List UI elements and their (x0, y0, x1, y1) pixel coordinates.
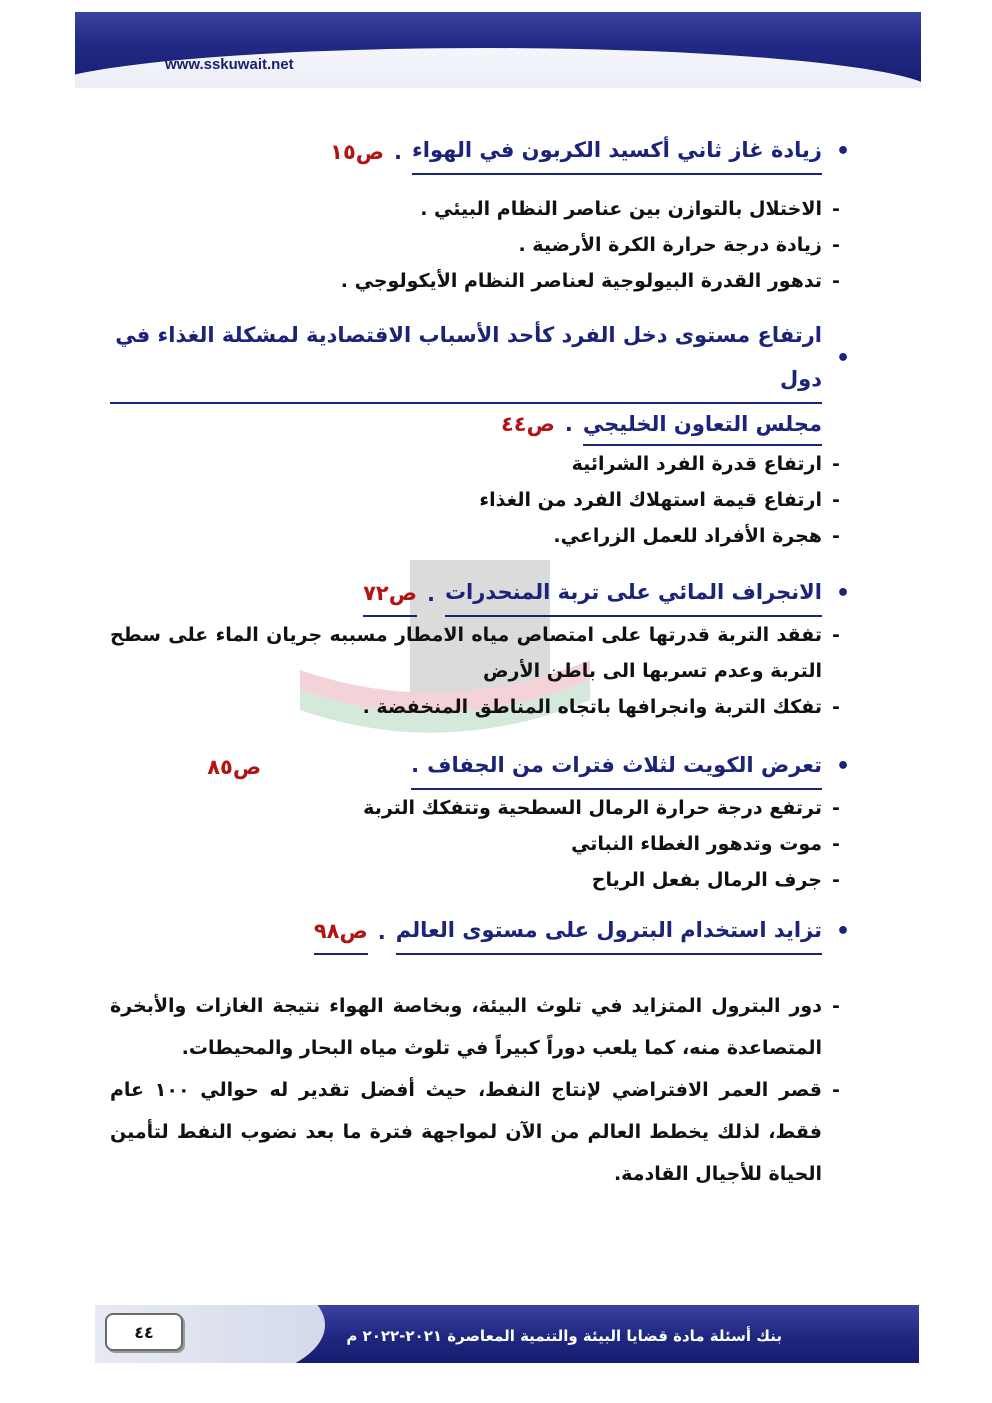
dash-icon: - (832, 234, 840, 256)
question-text: الانجراف المائي على تربة المنحدرات (445, 570, 822, 617)
answer-item: - تدهور القدرة البيولوجية لعناصر النظام الأيكولوجي . (110, 263, 850, 299)
bullet-icon: • (835, 138, 850, 164)
header-banner (75, 12, 921, 88)
question-title-continued: مجلس التعاون الخليجي . ص٤٤ (110, 404, 850, 446)
page-reference: ص٧٢ (363, 571, 417, 617)
dash-icon: - (832, 525, 840, 547)
answer-item: - تفكك التربة وانجرافها باتجاه المناطق المنخفضة . (110, 689, 850, 725)
answer-item: - ارتفاع قدرة الفرد الشرائية (110, 446, 850, 482)
question-text: زيادة غاز ثاني أكسيد الكربون في الهواء (412, 128, 822, 175)
dash-icon: - (832, 489, 840, 511)
answer-item: - ارتفاع قيمة استهلاك الفرد من الغذاء (110, 482, 850, 518)
answer-item: - زيادة درجة حرارة الكرة الأرضية . (110, 227, 850, 263)
dash-icon: - (832, 270, 840, 292)
dash-icon: - (832, 1079, 840, 1101)
page-reference: ص٩٨ (314, 909, 368, 955)
separator: . (377, 919, 386, 944)
separator: . (394, 139, 403, 164)
question-text: تعرض الكويت لثلاث فترات من الجفاف . (411, 743, 822, 790)
answer-item: - الاختلال بالتوازن بين عناصر النظام البيئي . (110, 191, 850, 227)
answer-item: - جرف الرمال بفعل الرياح (110, 862, 850, 898)
dash-icon: - (832, 624, 840, 646)
content-area (110, 128, 850, 1195)
question-text: ارتفاع مستوى دخل الفرد كأحد الأسباب الاقتصادية لمشكلة الغذاء في دول (110, 313, 822, 404)
bullet-icon: • (835, 918, 850, 944)
page-reference: ص٨٥ (207, 754, 262, 779)
dash-icon: - (832, 696, 840, 718)
answer-item: - هجرة الأفراد للعمل الزراعي. (110, 518, 850, 554)
dash-icon: - (832, 833, 840, 855)
dash-icon: - (832, 995, 840, 1017)
question-title (110, 128, 850, 175)
answer-item: - موت وتدهور الغطاء النباتي (110, 826, 850, 862)
page-reference: ص١٥ (330, 139, 385, 164)
answer-item: - تفقد التربة قدرتها على امتصاص مياه الامطار مسببه جريان الماء على سطح التربة وعدم تسربها الى باطن الأرض (110, 617, 850, 689)
answer-item: - دور البترول المتزايد في تلوث البيئة، وبخاصة الهواء نتيجة الغازات والأبخرة المتصاعدة منه، كما يلعب دوراً كبيراً في تلوث مياه البحار والمحيطات. (110, 985, 850, 1069)
question-text: تزايد استخدام البترول على مستوى العالم (396, 908, 822, 955)
answer-item: - ترتفع درجة حرارة الرمال السطحية وتتفكك التربة (110, 790, 850, 826)
dash-icon: - (832, 198, 840, 220)
question-title (110, 908, 850, 955)
site-url[interactable]: www.sskuwait.net (165, 56, 294, 73)
page-number: ٤٤ (105, 1313, 183, 1351)
separator: . (426, 581, 435, 606)
bullet-icon: • (835, 753, 850, 779)
dash-icon: - (832, 869, 840, 891)
question-title (110, 570, 850, 617)
bullet-icon: • (835, 345, 850, 371)
footer-title: بنك أسئلة مادة قضايا البيئة والتنمية المعاصرة ٢٠٢١-٢٠٢٢ م (346, 1327, 782, 1345)
question-title (110, 313, 850, 404)
question-title (110, 743, 850, 790)
page-reference: ص٤٤ (500, 412, 555, 436)
dash-icon: - (832, 797, 840, 819)
bullet-icon: • (835, 580, 850, 606)
dash-icon: - (832, 453, 840, 475)
answer-item: - قصر العمر الافتراضي لإنتاج النفط، حيث أفضل تقدير له حوالي ١٠٠ عام فقط، لذلك يخطط العالم من الآن لمواجهة فترة ما بعد نضوب النفط لتأمين الحياة للأجيال القادمة. (110, 1069, 850, 1195)
